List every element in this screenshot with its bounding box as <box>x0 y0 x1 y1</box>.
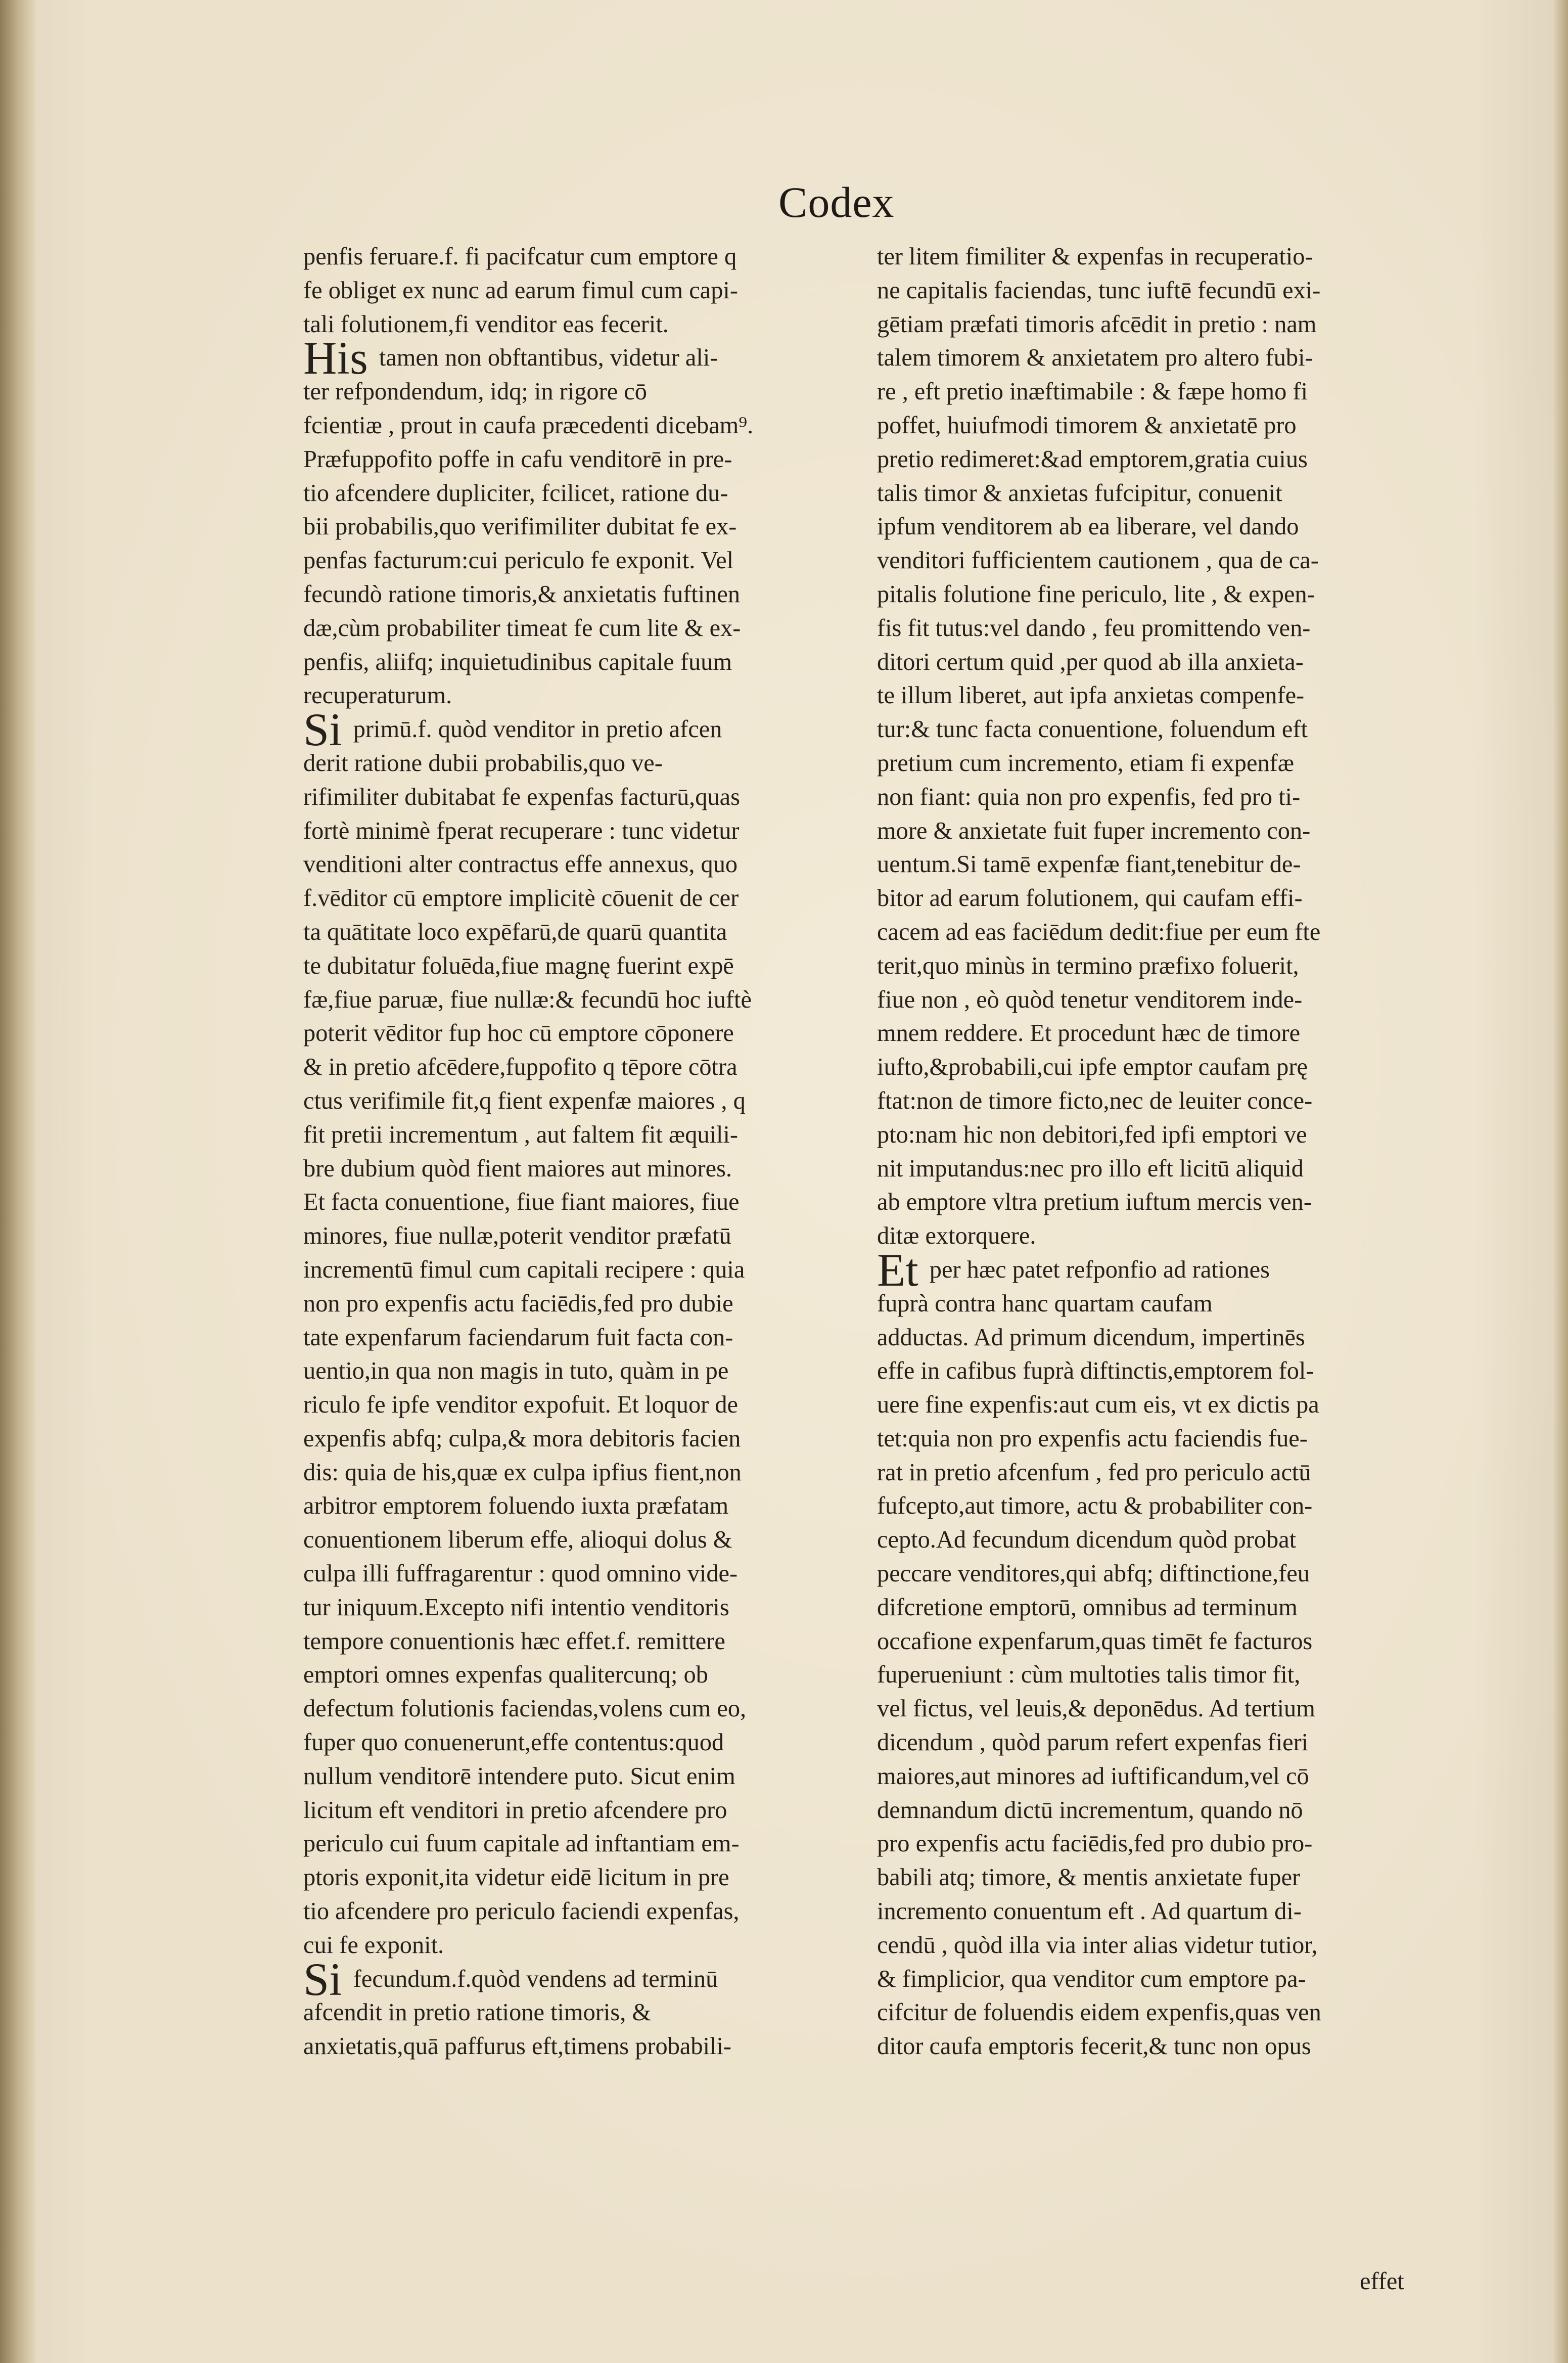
text-line <box>877 713 1433 747</box>
text-line <box>877 1557 1433 1591</box>
text-line <box>303 1287 854 1321</box>
text-line <box>303 1895 854 1929</box>
line-text: expenfis abfq; culpa,& mora debitoris facien <box>303 1425 741 1452</box>
text-line <box>303 409 854 443</box>
text-line <box>303 1152 854 1186</box>
line-text: ditæ extorquere. <box>877 1222 1036 1250</box>
text-line <box>303 341 854 375</box>
text-line <box>303 1625 854 1659</box>
text-line <box>303 1422 854 1456</box>
text-line <box>877 1321 1433 1355</box>
line-text: fecundò ratione timoris,& anxietatis fuftinen <box>303 580 741 608</box>
line-text: fuper quo conuenerunt,effe contentus:quod <box>303 1729 724 1756</box>
text-line <box>877 1219 1433 1253</box>
text-line <box>877 1692 1433 1726</box>
line-text: uentio,in qua non magis in tuto, quàm in pe <box>303 1357 729 1385</box>
line-text: nit imputandus:nec pro illo eft licitū aliquid <box>877 1155 1304 1182</box>
line-text: nullum venditorē intendere puto. Sicut enim <box>303 1762 735 1790</box>
text-line <box>877 477 1433 511</box>
line-text: occafione expenfarum,quas timēt fe facturos <box>877 1627 1313 1655</box>
line-text: rat in pretio afcenfum , fed pro periculo actū <box>877 1459 1311 1486</box>
line-text: talis timor & anxietas fufcipitur, conuenit <box>877 479 1282 507</box>
line-text: terit,quo minùs in termino præfixo foluerit, <box>877 952 1299 979</box>
line-text: anxietatis,quā paffurus eft,timens probabili- <box>303 2033 732 2060</box>
text-line <box>303 477 854 511</box>
text-line <box>303 1591 854 1625</box>
text-line <box>877 916 1433 949</box>
right-text-column <box>877 240 1433 2064</box>
text-line <box>303 747 854 781</box>
text-line <box>877 578 1433 612</box>
line-text: talem timorem & anxietatem pro altero fubi- <box>877 344 1313 372</box>
text-line <box>877 443 1433 477</box>
text-line <box>303 443 854 477</box>
text-line <box>303 1658 854 1692</box>
line-text: bre dubium quòd fient maiores aut minores. <box>303 1155 732 1182</box>
initial-word: Si <box>303 713 342 747</box>
line-text: rifimiliter dubitabat fe expenfas facturū,quas <box>303 783 740 810</box>
line-text: venditori fufficientem cautionem , qua de ca- <box>877 547 1319 574</box>
line-text: fcientiæ , prout in caufa præcedenti dicebam⁹. <box>303 412 754 439</box>
line-text: periculo cui fuum capitale ad inftantiam em- <box>303 1830 740 1857</box>
text-line <box>877 1929 1433 1963</box>
line-text: poterit vēditor fup hoc cū emptore cōponere <box>303 1020 734 1047</box>
line-text: tet:quia non pro expenfis actu faciendis fue- <box>877 1425 1308 1452</box>
text-line <box>877 240 1433 274</box>
line-text: te dubitatur foluēda,fiue magnę fuerint expē <box>303 952 734 979</box>
text-line <box>303 814 854 848</box>
line-text: pretium cum incremento, etiam fi expenfæ <box>877 749 1295 777</box>
line-text: fit pretii incrementum , aut faltem fit æquili- <box>303 1121 739 1148</box>
line-text: riculo fe ipfe venditor expofuit. Et loquor de <box>303 1391 739 1419</box>
line-text: ipfum venditorem ab ea liberare, vel dando <box>877 513 1299 540</box>
line-text: ter refpondendum, idq; in rigore cō <box>303 378 647 405</box>
text-line <box>303 1523 854 1557</box>
text-line <box>303 1557 854 1591</box>
line-text: tate expenfarum faciendarum fuit facta con- <box>303 1324 733 1351</box>
line-text: more & anxietate fuit fuper incremento con- <box>877 817 1311 844</box>
line-text: ab emptore vltra pretium iuftum mercis ven- <box>877 1189 1312 1216</box>
line-text: demnandum dictū incrementum, quando nō <box>877 1796 1303 1824</box>
text-line <box>877 781 1433 814</box>
line-text: poffet, huiufmodi timorem & anxietatē pro <box>877 412 1297 439</box>
line-text: & in pretio afcēdere,fuppofito q tēpore cōtra <box>303 1054 737 1081</box>
line-text: pto:nam hic non debitori,fed ipfi emptori ve <box>877 1121 1307 1148</box>
line-text: conuentionem liberum effe, alioqui dolus & <box>303 1526 732 1554</box>
text-line <box>303 1692 854 1726</box>
line-text: te illum liberet, aut ipfa anxietas compenfe- <box>877 682 1305 709</box>
text-line <box>877 1996 1433 2030</box>
line-text: incremento conuentum eft . Ad quartum di- <box>877 1898 1302 1925</box>
line-text: afcendit in pretio ratione timoris, & <box>303 1999 652 2026</box>
text-line <box>877 1456 1433 1490</box>
catchword: effet <box>1360 2268 1404 2295</box>
line-text: fiue non , eò quòd tenetur venditorem inde- <box>877 986 1303 1013</box>
line-text: penfas facturum:cui periculo fe exponit. Vel <box>303 547 734 574</box>
line-text: fæ,fiue paruæ, fiue nullæ:& fecundū hoc iuftè <box>303 986 752 1013</box>
line-text: effe in cafibus fuprà diftinctis,emptorem fol- <box>877 1357 1314 1385</box>
text-line <box>877 1118 1433 1152</box>
text-line <box>303 781 854 814</box>
line-text: dæ,cùm probabiliter timeat fe cum lite & ex- <box>303 614 741 642</box>
text-line <box>877 1388 1433 1422</box>
line-text: fe obliget ex nunc ad earum fimul cum capi- <box>303 277 738 304</box>
line-text: difcretione emptorū, omnibus ad terminum <box>877 1594 1298 1621</box>
line-text: fuprà contra hanc quartam caufam <box>877 1290 1213 1317</box>
line-text: bitor ad earum folutionem, qui caufam effi- <box>877 885 1303 912</box>
line-text: tamen non obftantibus, videtur ali- <box>379 344 718 372</box>
text-line <box>303 2030 854 2064</box>
line-text: derit ratione dubii probabilis,quo ve- <box>303 749 663 777</box>
text-line <box>877 747 1433 781</box>
text-line <box>303 1726 854 1760</box>
line-text: ctus verifimile fit,q fient expenfæ maiores , q <box>303 1087 746 1114</box>
line-text: defectum folutionis faciendas,volens cum eo, <box>303 1695 747 1722</box>
text-line <box>303 240 854 274</box>
line-text: fuperueniunt : cùm multoties talis timor fit, <box>877 1661 1301 1689</box>
text-line <box>303 544 854 578</box>
initial-word: Si <box>303 1962 342 1996</box>
text-line <box>877 1794 1433 1828</box>
text-line <box>303 646 854 679</box>
line-text: fecundum.f.quòd vendens ad terminū <box>353 1965 718 1992</box>
line-text: penfis, aliifq; inquietudinibus capitale fuum <box>303 648 732 675</box>
text-line <box>877 983 1433 1017</box>
line-text: cacem ad eas faciēdum dedit:fiue per eum fte <box>877 918 1321 945</box>
line-text: minores, fiue nullæ,poterit venditor præfatū <box>303 1222 731 1250</box>
page-edge <box>1553 0 1568 2363</box>
left-text-column <box>303 240 854 2064</box>
line-text: tali folutionem,fi venditor eas fecerit. <box>303 310 669 338</box>
text-line <box>303 1929 854 1963</box>
line-text: pro expenfis actu faciēdis,fed pro dubio pro- <box>877 1830 1313 1857</box>
text-line <box>877 1354 1433 1388</box>
line-text: emptori omnes expenfas qualitercunq; ob <box>303 1661 708 1689</box>
text-line <box>877 409 1433 443</box>
text-line <box>877 308 1433 342</box>
text-line <box>877 949 1433 983</box>
line-text: recuperaturum. <box>303 682 452 709</box>
running-head: Codex <box>778 178 895 226</box>
line-text: venditioni alter contractus effe annexus, quo <box>303 851 738 878</box>
line-text: vel fictus, vel leuis,& deponēdus. Ad tertium <box>877 1695 1315 1722</box>
text-line <box>877 1017 1433 1051</box>
text-line <box>303 1861 854 1895</box>
text-line <box>877 1726 1433 1760</box>
text-line <box>877 1084 1433 1118</box>
line-text: ftat:non de timore ficto,nec de leuiter conce- <box>877 1087 1313 1114</box>
text-line <box>877 1861 1433 1895</box>
line-text: tur:& tunc facta conuentione, foluendum eft <box>877 716 1308 743</box>
text-line <box>877 1760 1433 1794</box>
line-text: tio afcendere dupliciter, fcilicet, ratione du- <box>303 479 728 507</box>
text-line <box>303 1760 854 1794</box>
line-text: dicendum , quòd parum refert expenfas fieri <box>877 1729 1309 1756</box>
text-line <box>877 1287 1433 1321</box>
text-line <box>877 274 1433 308</box>
text-line <box>303 1017 854 1051</box>
line-text: maiores,aut minores ad iuftificandum,vel cō <box>877 1762 1309 1790</box>
text-line <box>877 1152 1433 1186</box>
text-line <box>303 1219 854 1253</box>
text-line <box>303 274 854 308</box>
line-text: cepto.Ad fecundum dicendum quòd probat <box>877 1526 1297 1554</box>
text-line <box>877 1253 1433 1287</box>
line-text: primū.f. quòd venditor in pretio afcen <box>353 716 722 743</box>
text-line <box>303 1996 854 2030</box>
text-line <box>877 1489 1433 1523</box>
text-line <box>303 510 854 544</box>
text-line <box>303 713 854 747</box>
line-text: ter litem fimiliter & expenfas in recuperatio- <box>877 243 1313 270</box>
line-text: iufto,&probabili,cui ipfe emptor caufam prę <box>877 1054 1308 1081</box>
text-line <box>303 882 854 916</box>
text-line <box>303 1253 854 1287</box>
line-text: fortè minimè fperat recuperare : tunc videtur <box>303 817 740 844</box>
line-text: ditori certum quid ,per quod ab illa anxieta- <box>877 648 1304 675</box>
line-text: fis fit tutus:vel dando , feu promittendo ven- <box>877 614 1311 642</box>
text-line <box>877 1523 1433 1557</box>
line-text: fufcepto,aut timore, actu & probabiliter con- <box>877 1492 1313 1520</box>
text-line <box>303 1321 854 1355</box>
text-line <box>303 1489 854 1523</box>
text-line <box>303 679 854 713</box>
line-text: Præfuppofito poffe in cafu venditorē in pre- <box>303 445 732 473</box>
line-text: ditor caufa emptoris fecerit,& tunc non opus <box>877 2033 1311 2060</box>
text-line <box>303 1118 854 1152</box>
text-line <box>877 882 1433 916</box>
text-line <box>303 1388 854 1422</box>
line-text: non pro expenfis actu faciēdis,fed pro dubie <box>303 1290 733 1317</box>
line-text: adductas. Ad primum dicendum, impertinēs <box>877 1324 1305 1351</box>
text-line <box>877 1186 1433 1219</box>
line-text: ptoris exponit,ita videtur eidē licitum in pre <box>303 1864 729 1891</box>
text-line <box>303 1794 854 1828</box>
binding-gutter <box>0 0 35 2363</box>
text-line <box>877 375 1433 409</box>
text-line <box>303 949 854 983</box>
line-text: non fiant: quia non pro expenfis, fed pro ti- <box>877 783 1301 810</box>
line-text: pretio redimeret:&ad emptorem,gratia cuius <box>877 445 1308 473</box>
text-line <box>877 679 1433 713</box>
line-text: Et facta conuentione, fiue fiant maiores, fiue <box>303 1189 740 1216</box>
line-text: penfis feruare.f. fi pacifcatur cum emptore q <box>303 243 737 270</box>
line-text: uentum.Si tamē expenfæ fiant,tenebitur de- <box>877 851 1301 878</box>
line-text: babili atq; timore, & mentis anxietate fuper <box>877 1864 1301 1891</box>
line-text: cui fe exponit. <box>303 1931 444 1959</box>
text-line <box>877 510 1433 544</box>
text-line <box>303 1186 854 1219</box>
text-line <box>877 814 1433 848</box>
line-text: tio afcendere pro periculo faciendi expenfas, <box>303 1898 740 1925</box>
line-text: gētiam præfati timoris afcēdit in pretio : nam <box>877 310 1317 338</box>
line-text: re , eft pretio inæftimabile : & fæpe homo fi <box>877 378 1308 405</box>
line-text: pitalis folutione fine periculo, lite , & expen- <box>877 580 1315 608</box>
text-line <box>303 375 854 409</box>
line-text: bii probabilis,quo verifimiliter dubitat fe ex- <box>303 513 737 540</box>
text-line <box>303 983 854 1017</box>
text-line <box>877 2030 1433 2064</box>
line-text: tur iniquum.Excepto nifi intentio venditoris <box>303 1594 729 1621</box>
line-text: uere fine expenfis:aut cum eis, vt ex dictis pa <box>877 1391 1319 1419</box>
text-line <box>877 1591 1433 1625</box>
text-line <box>877 848 1433 882</box>
text-line <box>877 1895 1433 1929</box>
text-line <box>303 848 854 882</box>
line-text: cendū , quòd illa via inter alias videtur tutior, <box>877 1931 1318 1959</box>
text-line <box>877 646 1433 679</box>
line-text: culpa illi fuffragarentur : quod omnino vide- <box>303 1560 738 1587</box>
line-text: mnem reddere. Et procedunt hæc de timore <box>877 1020 1301 1047</box>
text-line <box>877 1827 1433 1861</box>
text-line <box>877 612 1433 646</box>
text-line <box>877 1625 1433 1659</box>
line-text: per hæc patet refponfio ad rationes <box>929 1256 1270 1283</box>
line-text: cifcitur de foluendis eidem expenfis,quas ven <box>877 1999 1321 2026</box>
line-text: arbitror emptorem foluendo iuxta præfatam <box>303 1492 729 1520</box>
line-text: tempore conuentionis hæc effet.f. remittere <box>303 1627 725 1655</box>
text-line <box>303 612 854 646</box>
line-text: ne capitalis faciendas, tunc iuftē fecundū exi- <box>877 277 1321 304</box>
text-line <box>877 1963 1433 1996</box>
text-line <box>877 341 1433 375</box>
text-line <box>303 1456 854 1490</box>
text-line <box>303 1354 854 1388</box>
line-text: licitum eft venditori in pretio afcendere pro <box>303 1796 727 1824</box>
text-line <box>303 1827 854 1861</box>
line-text: incrementū fimul cum capitali recipere : quia <box>303 1256 745 1283</box>
text-line <box>303 1084 854 1118</box>
line-text: ta quātitate loco expēfarū,de quarū quantita <box>303 918 727 945</box>
text-line <box>303 308 854 342</box>
line-text: dis: quia de his,quæ ex culpa ipfius fient,non <box>303 1459 742 1486</box>
text-line <box>303 916 854 949</box>
text-line <box>877 1658 1433 1692</box>
line-text: peccare venditores,qui abfq; diftinctione,feu <box>877 1560 1310 1587</box>
text-line <box>877 1051 1433 1084</box>
line-text: f.vēditor cū emptore implicitè cōuenit de cer <box>303 885 739 912</box>
initial-word: His <box>303 341 368 376</box>
text-line <box>877 1422 1433 1456</box>
line-text: & fimplicior, qua venditor cum emptore pa- <box>877 1965 1306 1992</box>
text-line <box>303 1051 854 1084</box>
initial-word: Et <box>877 1253 918 1287</box>
text-line <box>303 1963 854 1996</box>
text-line <box>303 578 854 612</box>
text-line <box>877 544 1433 578</box>
